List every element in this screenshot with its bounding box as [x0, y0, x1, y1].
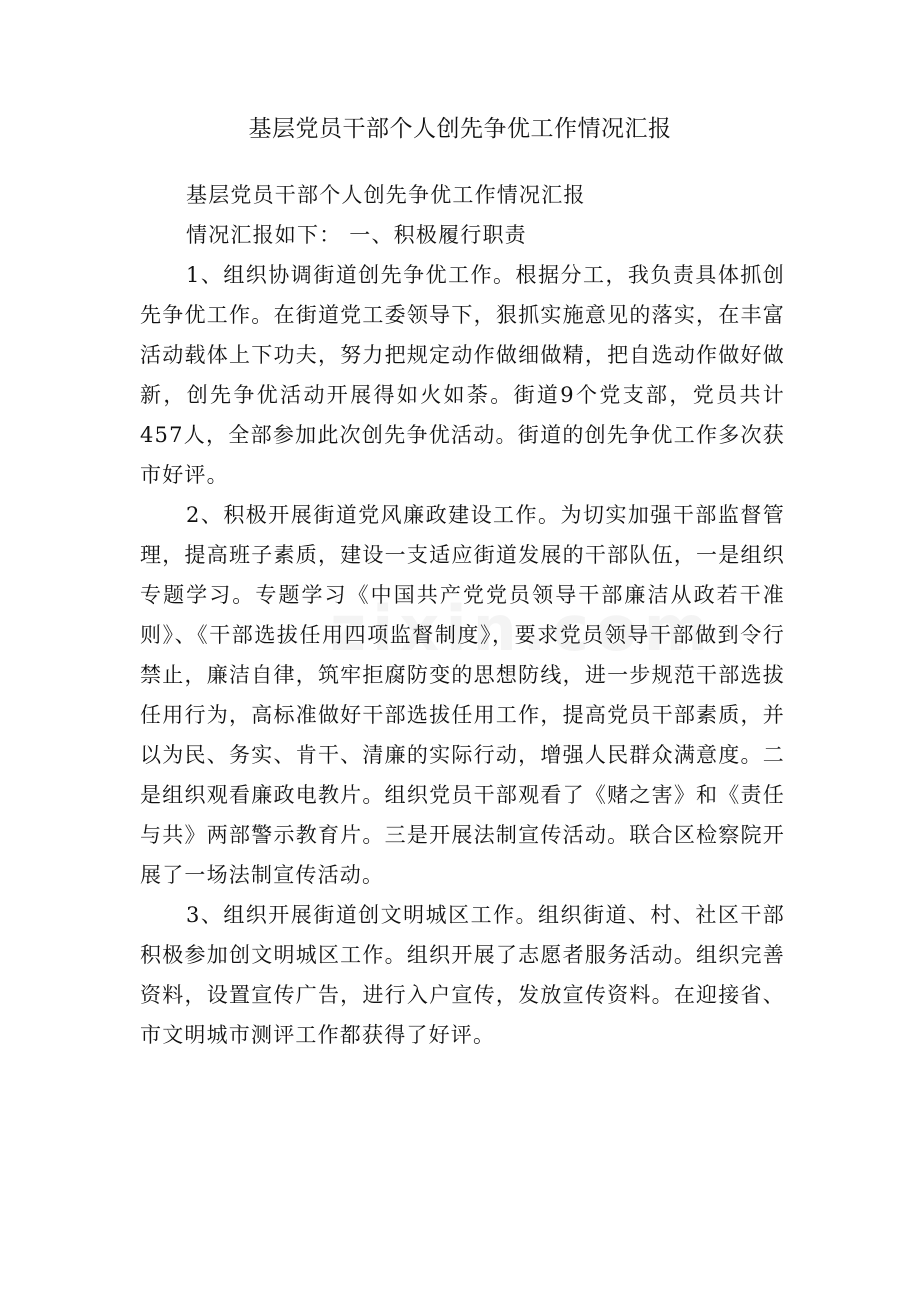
intro-line: 情况汇报如下： 一、积极履行职责 [186, 223, 527, 247]
subtitle-line: 基层党员干部个人创先争优工作情况汇报 [186, 183, 586, 207]
paragraph-3: 3、组织开展街道创文明城区工作。组织街道、村、社区干部积极参加创文明城区工作。组织开展了志愿者服务活动。组织完善资料，设置宣传广告，进行入户宣传，发放宣传资料。在迎接省、市文明城市测评工作都获得了好评。 [140, 903, 785, 1047]
paragraph-1: 1、组织协调街道创先争优工作。根据分工，我负责具体抓创先争优工作。在街道党工委领导下，狠抓实施意见的落实，在丰富活动载体上下功夫，努力把规定动作做细做精，把自选动作做好做新，创先争优活动开展得如火如荼。街道9个党支部，党员共计457人，全部参加此次创先争优活动。街道的创先争优工作多次获市好评。 [140, 263, 785, 487]
paragraph-2: 2、积极开展街道党风廉政建设工作。为切实加强干部监督管理，提高班子素质，建设一支适应街道发展的干部队伍，一是组织专题学习。专题学习《中国共产党党员领导干部廉洁从政若干准则》、《干部选拔任用四项监督制度》，要求党员领导干部做到令行禁止，廉洁自律，筑牢拒腐防变的思想防线，进一步规范干部选拔任用行为，高标准做好干部选拔任用工作，提高党员干部素质，并以为民、务实、肯干、清廉的实际行动，增强人民群众满意度。二是组织观看廉政电教片。组织党员干部观看了《赌之害》和《责任与共》两部警示教育片。三是开展法制宣传活动。联合区检察院开展了一场法制宣传活动。 [140, 503, 785, 887]
document-body [140, 175, 785, 1055]
document-title: 基层党员干部个人创先争优工作情况汇报 [248, 116, 672, 142]
